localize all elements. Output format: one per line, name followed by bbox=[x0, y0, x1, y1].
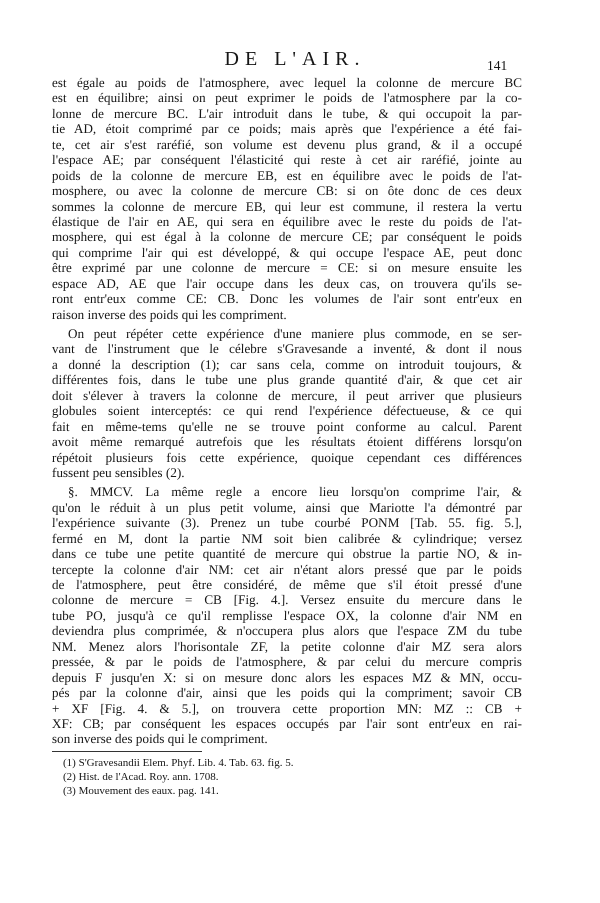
text-line: fait en même-tems qu'elle ne se trouve point conforme au calcul. Parent bbox=[51, 418, 523, 434]
text-line: élastique de l'air en AE, qui sera en équilibre avec le reste du poids de l'at- bbox=[51, 213, 523, 229]
text-line: + XF [Fig. 4. & 5.], on trouvera cette proportion MN: MZ :: CB + bbox=[51, 700, 523, 716]
text-line: dans ce tube une petite quantité de mercure qui obstrue la partie NO, & in- bbox=[51, 546, 523, 562]
text-line: pés par la colonne d'air, ainsi que les poids qui la compriment; savoir CB bbox=[51, 685, 523, 701]
body-text bbox=[52, 75, 522, 747]
footnote-divider bbox=[52, 751, 202, 752]
text-line: lonne de mercure BC. L'air introduit dans le tube, & qui occupoit la par- bbox=[51, 105, 523, 121]
text-line: tube PO, jusqu'à ce qu'il remplisse l'espace OX, la colonne d'air NM en bbox=[51, 607, 523, 623]
text-line: fussent peu sensibles (2). bbox=[51, 464, 185, 480]
text-line: raison inverse des poids qui les compriment. bbox=[51, 306, 287, 322]
text-line: XF: CB; par conséquent les espaces occupés par l'air sont entr'eux en rai- bbox=[51, 715, 523, 731]
footnote: (3) Mouvement des eaux. pag. 141. bbox=[63, 785, 219, 797]
text-line: de l'atmosphere, peut être considéré, de même que s'il étoit pressé d'une bbox=[51, 577, 523, 592]
text-line: tie AD, étoit comprimé par ce poids; mais après que l'expérience a été fai- bbox=[51, 121, 523, 137]
text-line: espace AD, AE que l'air occupe dans les deux cas, on trouvera qu'ils se- bbox=[51, 275, 523, 291]
text-line: l'espace AE; par conséquent l'élasticité qui reste à cet air raréfié, jointe au bbox=[51, 152, 523, 168]
text-line: a donné la description (1); car sans cela, comme on introduit toujours, & bbox=[51, 356, 523, 372]
text-line: l'expérience suivante (3). Prenez un tube courbé PONM [Tab. 55. fig. 5.], bbox=[51, 515, 523, 531]
text-line: deviendra plus comprimée, & n'occupera plus alors que l'espace ZM du tube bbox=[51, 623, 523, 639]
text-line: NM. Menez alors l'horisontale ZF, la petite colonne d'air MZ sera alors bbox=[51, 638, 523, 654]
text-line: différentes fois, dans le tube une plus grande quantité d'air, & que cet air bbox=[51, 372, 523, 388]
text-line: ront entr'eux comme CE: CB. Donc les volumes de l'air sont entr'eux en bbox=[51, 291, 523, 307]
page-number: 141 bbox=[487, 58, 508, 73]
text-line: mosphere, qui est égal à la colonne de mercure CE; par conséquent le poids bbox=[51, 229, 523, 245]
text-line: colonne de mercure = CB [Fig. 4.]. Versez ensuite du mercure dans le bbox=[51, 592, 523, 608]
text-line: doit s'élever à travers la colonne de mercure, il peut arriver que plusieurs bbox=[51, 387, 523, 403]
text-line: vant de l'instrument que le célebre s'Gravesande a inventé, & dont il nous bbox=[51, 341, 523, 357]
text-line: avoit même remarqué autrefois que les résultats étoient différens lorsqu'on bbox=[51, 434, 523, 450]
text-line: est en équilibre; ainsi on peut exprimer le poids de l'atmosphere par la co- bbox=[51, 90, 523, 106]
text-line: te, cet air s'est raréfié, son volume est devenu plus grand, & il a occupé bbox=[51, 136, 523, 152]
text-line: son inverse des poids qui le compriment. bbox=[51, 731, 268, 747]
footnotes bbox=[63, 756, 423, 798]
footnote: (1) S'Gravesandii Elem. Phyf. Lib. 4. Tab. 63. fig. 5. bbox=[63, 757, 294, 769]
text-line: répétoit plusieurs fois cette expérience, quoique cependant ces différences bbox=[51, 449, 523, 465]
text-line: On peut répéter cette expérience d'une maniere plus commode, en se ser- bbox=[67, 326, 523, 341]
text-line: est égale au poids de l'atmosphere, avec lequel la colonne de mercure BC bbox=[51, 75, 523, 90]
text-line: sommes la colonne de mercure EB, qui leur est commune, il restera la vertu bbox=[51, 198, 523, 214]
text-line: depuis F jusqu'en X: si on mesure donc alors les espaces MZ & MN, occu- bbox=[51, 669, 523, 685]
text-line: être exprimé par une colonne de mercure = CE: si on mesure ensuite les bbox=[51, 260, 523, 276]
running-title: DE L'AIR. bbox=[224, 48, 366, 70]
text-line: qu'on le réduit à un plus petit volume, ainsi que Mariotte l'a démontré par bbox=[51, 499, 523, 515]
text-line: tercepte la colonne d'air NM: cet air n'étant alors pressé que par le poids bbox=[51, 561, 523, 577]
text-line: pressée, & par le poids de l'atmosphere, & par celui du mercure compris bbox=[51, 654, 523, 670]
text-line: poids de la colonne de mercure EB, est en équilibre avec le poids de l'at- bbox=[51, 167, 523, 183]
text-line: mosphere, ou avec la colonne de mercure CB: si on ôte donc de ces deux bbox=[51, 183, 523, 199]
text-line: globules soient interceptés: ce qui rend l'expérience défectueuse, & ce qui bbox=[51, 403, 523, 419]
text-line: qui comprime l'air qui est développé, & qui occupe l'espace AE, peut donc bbox=[51, 244, 523, 260]
footnote: (2) Hist. de l'Acad. Roy. ann. 1708. bbox=[63, 771, 219, 783]
text-line: fermé en M, dont la partie NM soit bien calibrée & cylindrique; versez bbox=[51, 530, 523, 546]
text-line: §. MMCV. La même regle a encore lieu lorsqu'on comprime l'air, & bbox=[67, 484, 523, 500]
